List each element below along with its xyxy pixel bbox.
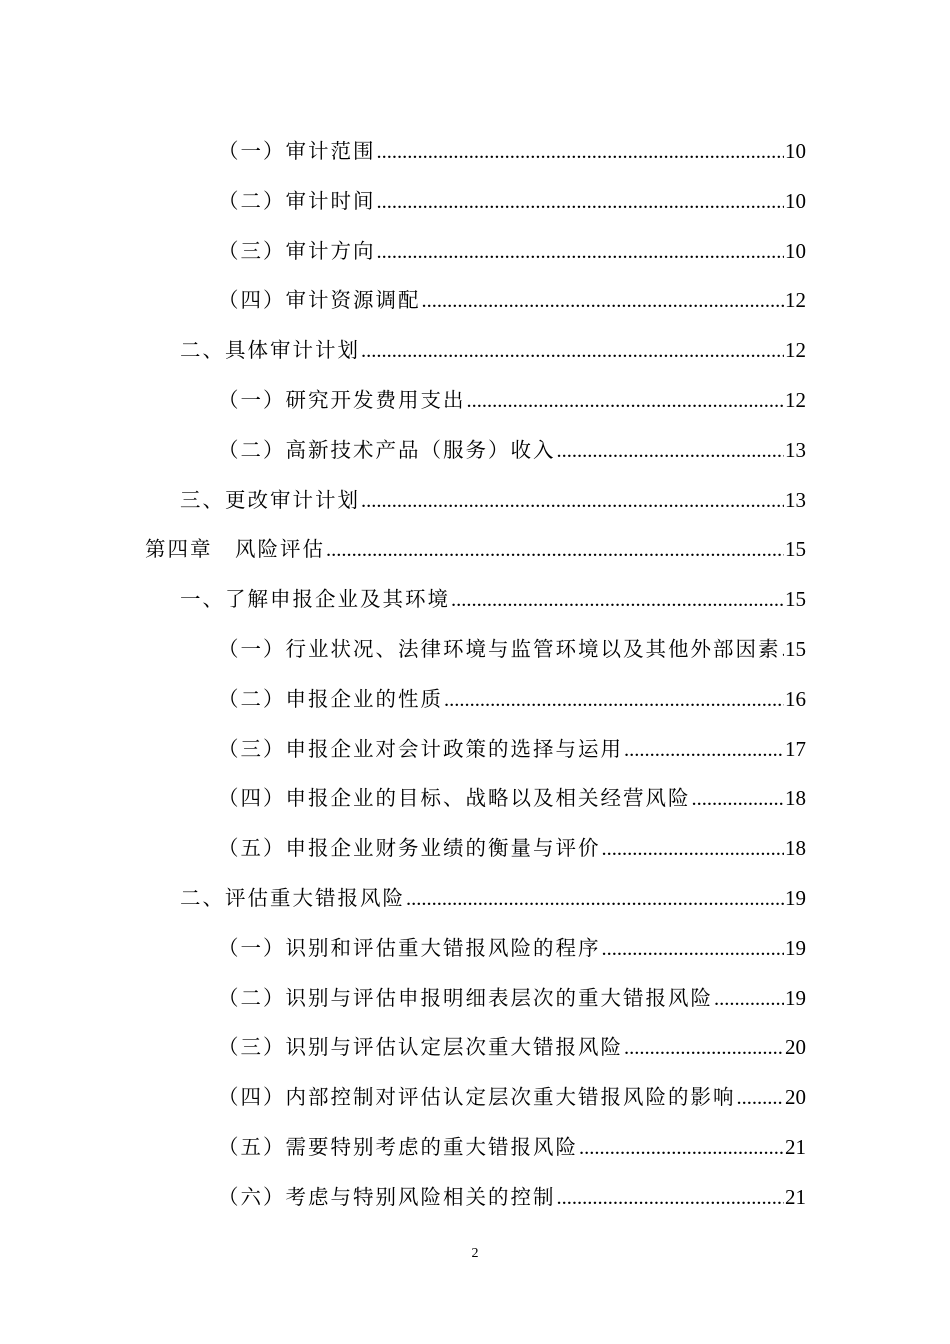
toc-entry-page: 15 <box>785 587 806 612</box>
toc-entry[interactable] <box>0 475 950 525</box>
toc-dot-leader <box>602 924 785 974</box>
toc-dot-leader <box>361 326 784 376</box>
toc-entry[interactable] <box>0 724 950 774</box>
toc-entry-title: （一）行业状况、法律环境与监管环境以及其他外部因素 <box>218 637 781 661</box>
toc-line <box>180 873 806 924</box>
toc-dot-leader <box>377 177 785 227</box>
toc-entry-title: （四）申报企业的目标、战略以及相关经营风险 <box>218 786 691 811</box>
toc-line <box>218 375 806 426</box>
toc-entry[interactable] <box>0 674 950 724</box>
toc-entry-page: 13 <box>785 437 806 462</box>
toc-dot-leader <box>377 227 785 277</box>
toc-line <box>218 823 806 874</box>
toc-entry[interactable] <box>0 624 950 674</box>
toc-line <box>218 425 806 476</box>
toc-entry-title: 第四章 风险评估 <box>145 537 325 562</box>
toc-dot-leader <box>737 1073 785 1123</box>
toc-dot-leader <box>557 1173 785 1223</box>
toc-entry-page: 21 <box>785 1135 806 1159</box>
toc-dot-leader <box>451 575 784 625</box>
toc-entry-page: 20 <box>785 1085 806 1110</box>
toc-line <box>218 1022 806 1073</box>
toc-entry[interactable] <box>0 973 950 1023</box>
toc-entry-title: （三）识别与评估认定层次重大错报风险 <box>218 1035 623 1060</box>
toc-dot-leader <box>624 1023 784 1073</box>
toc-dot-leader <box>557 426 785 476</box>
toc-line <box>180 574 806 625</box>
toc-entry[interactable] <box>0 176 950 226</box>
toc-dot-leader <box>782 625 785 675</box>
toc-dot-leader <box>467 376 785 426</box>
toc-line <box>180 475 806 526</box>
toc-entry-page: 19 <box>785 886 806 910</box>
toc-entry[interactable] <box>0 873 950 923</box>
toc-line <box>218 226 806 277</box>
toc-entry-title: （六）考虑与特别风险相关的控制 <box>218 1184 556 1209</box>
toc-entry-page: 16 <box>785 686 806 711</box>
toc-dot-leader <box>692 774 785 824</box>
toc-entry-page: 18 <box>785 836 806 861</box>
toc-line <box>218 624 806 675</box>
toc-entry[interactable] <box>0 226 950 276</box>
toc-line <box>218 923 806 974</box>
toc-entry-page: 20 <box>785 1035 806 1060</box>
toc-dot-leader <box>624 725 784 775</box>
toc-entry[interactable] <box>0 275 950 325</box>
page-number: 2 <box>471 1246 479 1261</box>
toc-entry[interactable] <box>0 425 950 475</box>
toc-dot-leader <box>361 476 784 526</box>
toc-entry[interactable] <box>0 1022 950 1072</box>
toc-entry-title: （二）申报企业的性质 <box>218 686 443 711</box>
toc-entry-title: （四）审计资源调配 <box>218 288 421 313</box>
toc-entry[interactable] <box>0 524 950 574</box>
toc-line <box>218 275 806 326</box>
toc-entry-title: （一）研究开发费用支出 <box>218 388 466 412</box>
toc-entry-page: 10 <box>785 188 806 213</box>
toc-entry-title: 一、了解申报企业及其环境 <box>180 587 450 612</box>
toc-entry-title: （一）审计范围 <box>218 139 376 163</box>
toc-entry[interactable] <box>0 773 950 823</box>
toc-line <box>218 724 806 775</box>
toc-dot-leader <box>714 974 784 1024</box>
toc-entry[interactable] <box>0 1122 950 1172</box>
toc-entry-page: 12 <box>785 288 806 313</box>
toc-entry-title: （一）识别和评估重大错报风险的程序 <box>218 935 601 960</box>
toc-entry-page: 17 <box>785 736 806 761</box>
toc-dot-leader <box>444 675 784 725</box>
toc-entry-title: （五）需要特别考虑的重大错报风险 <box>218 1135 578 1159</box>
toc-entry-title: （二）识别与评估申报明细表层次的重大错报风险 <box>218 985 713 1010</box>
toc-entry-page: 12 <box>785 338 806 363</box>
toc-entry-page: 15 <box>785 637 806 661</box>
toc-line <box>218 1122 806 1173</box>
toc-entry-page: 12 <box>785 388 806 412</box>
toc-line <box>218 126 806 177</box>
toc-entry-page: 10 <box>785 238 806 263</box>
toc-entry-title: （三）申报企业对会计政策的选择与运用 <box>218 736 623 761</box>
toc-entry[interactable] <box>0 325 950 375</box>
toc-entry-title: 二、评估重大错报风险 <box>180 886 405 910</box>
toc-line <box>218 1172 806 1223</box>
toc-dot-leader <box>422 276 785 326</box>
toc-entry-page: 15 <box>785 537 806 562</box>
toc-entry[interactable] <box>0 823 950 873</box>
toc-dot-leader <box>377 127 785 177</box>
toc-entry-page: 19 <box>785 985 806 1010</box>
toc-line <box>218 176 806 227</box>
toc-line <box>218 973 806 1024</box>
toc-entry-title: （二）高新技术产品（服务）收入 <box>218 437 556 462</box>
toc-entry[interactable] <box>0 1072 950 1122</box>
toc-entry-title: 二、具体审计计划 <box>180 338 360 363</box>
toc-entry[interactable] <box>0 574 950 624</box>
toc-entry[interactable] <box>0 1172 950 1222</box>
toc-entry[interactable] <box>0 923 950 973</box>
toc-entry-title: （五）申报企业财务业绩的衡量与评价 <box>218 836 601 861</box>
toc-entry-page: 10 <box>785 139 806 163</box>
toc-entry-title: （三）审计方向 <box>218 238 376 263</box>
toc-dot-leader <box>406 874 784 924</box>
toc-line <box>218 773 806 824</box>
toc-entry-page: 19 <box>785 935 806 960</box>
toc-line <box>145 524 806 575</box>
toc-line <box>180 325 806 376</box>
toc-dot-leader <box>602 824 785 874</box>
toc-entry-title: 三、更改审计计划 <box>180 487 360 512</box>
toc-entry[interactable] <box>0 126 950 176</box>
toc-entry-page: 21 <box>785 1184 806 1209</box>
toc-entry-title: （二）审计时间 <box>218 188 376 213</box>
toc-dot-leader <box>326 525 784 575</box>
toc-entry[interactable] <box>0 375 950 425</box>
toc-entry-page: 13 <box>785 487 806 512</box>
toc-dot-leader <box>579 1123 784 1173</box>
toc-entry-page: 18 <box>785 786 806 811</box>
toc-entry-title: （四）内部控制对评估认定层次重大错报风险的影响 <box>218 1085 736 1110</box>
toc-line <box>218 674 806 725</box>
toc-line <box>218 1072 806 1123</box>
